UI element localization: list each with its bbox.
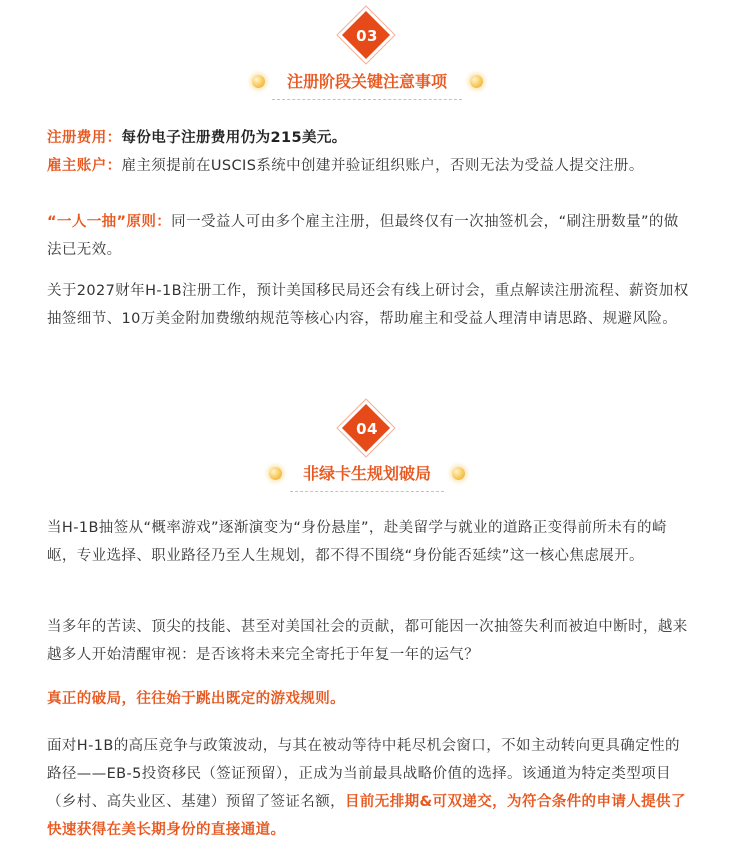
- glow-orb-icon: [470, 75, 483, 88]
- item-label: 注册费用：: [47, 130, 122, 146]
- section-number: 03: [356, 27, 378, 45]
- title-underline: [272, 99, 462, 100]
- section-04-paragraph-1: 当H-1B抽签从“概率游戏”逐渐演变为“身份悬崖”，赴美留学与就业的道路正变得前所未有的崎岖，专业选择、职业路径乃至人生规划，都不得不围绕“身份能否延续”这一核心焦虑展开。: [47, 520, 667, 564]
- section-03-paragraph: 关于2027财年H-1B注册工作，预计美国移民局还会有线上研讨会，重点解读注册流程、薪资加权抽签细节、10万美金附加费缴纳规范等核心内容，帮助雇主和受益人理清申请思路、规避风险。: [47, 283, 689, 327]
- section-04-paragraph-3: [47, 732, 689, 844]
- section-number-badge: [343, 405, 391, 453]
- item-employer-account: [47, 152, 689, 180]
- section-04-highlight: 真正的破局，往往始于跳出既定的游戏规则。: [47, 691, 345, 707]
- paragraph-text: 面对H-1B的高压竞争与政策波动，与其在被动等待中耗尽机会窗口，不如主动转向更具确定性的路径——EB-5投资移民（签证预留），正成为当前最具战略价值的选择。该通道为特定类型项目（乡村、高失业区、基建）预留了签证名额，: [47, 738, 680, 810]
- item-label: 雇主账户：: [47, 158, 122, 174]
- item-label: “一人一抽”原则：: [47, 214, 172, 230]
- section-number: 04: [356, 420, 378, 438]
- section-title: 非绿卡生规划破局: [302, 464, 431, 483]
- title-underline: [290, 491, 444, 492]
- section-number-badge: [343, 12, 391, 60]
- item-text: 雇主须提前在USCIS系统中创建并验证组织账户，否则无法为受益人提交注册。: [121, 158, 644, 174]
- section-04-paragraph-2: 当多年的苦读、顶尖的技能、甚至对美国社会的贡献，都可能因一次抽签失利而被迫中断时，越来越多人开始清醒审视：是否该将未来完全寄托于年复一年的运气？: [47, 619, 688, 663]
- item-text: 每份电子注册费用仍为215美元。: [121, 130, 347, 146]
- item-one-person-one-draw: [47, 208, 689, 264]
- section-title: 注册阶段关键注意事项: [286, 72, 447, 91]
- item-registration-fee: [47, 124, 689, 152]
- glow-orb-icon: [452, 467, 465, 480]
- item-text: 同一受益人可由多个雇主注册，但最终仅有一次抽签机会，“刷注册数量”的做法已无效。: [47, 214, 679, 258]
- paragraph-emphasis: 目前无排期&可双递交，为符合条件的申请人提供了快速获得在美长期身份的直接通道。: [47, 794, 686, 838]
